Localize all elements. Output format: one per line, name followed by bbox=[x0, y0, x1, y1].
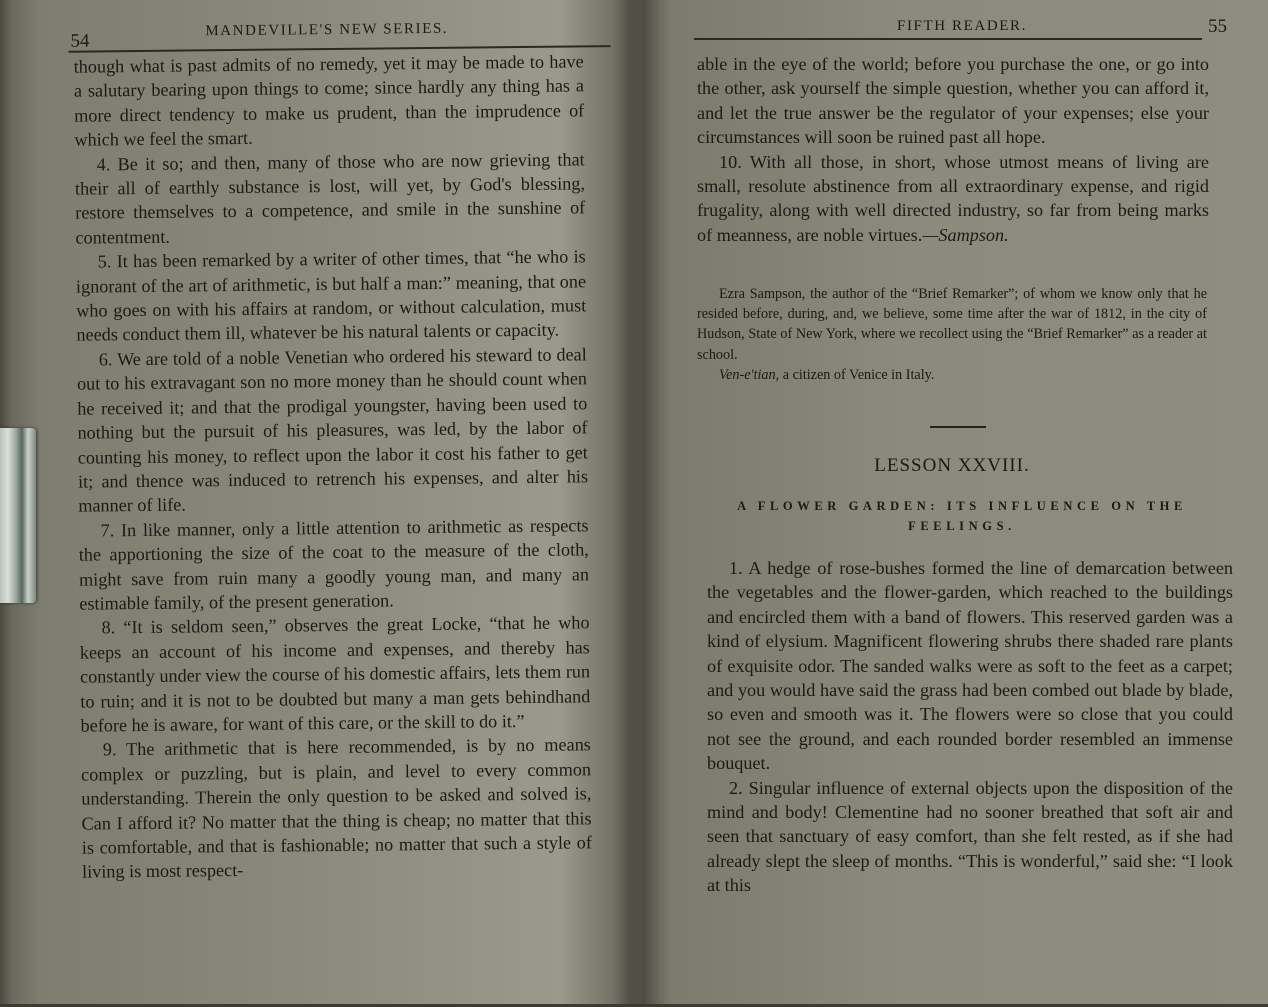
lesson-body-text bbox=[707, 556, 1233, 898]
paragraph-text: 10. With all those, in short, whose utmost means of living are small, resolute abstinence from all extraordinary expense, and rigid frugality, along with well directed industry, so far from being marks of meanness, are noble virtues. bbox=[697, 151, 1209, 245]
paragraph: 4. Be it so; and then, many of those who are now grieving that their all of earthly substance is lost, will yet, by God's blessing, restore themselves to a competence, and smile in the sunshine of contentment. bbox=[74, 148, 586, 248]
paragraph: 1. A hedge of rose-bushes formed the line of demarcation between the vegetables and the flower-garden, which reached to the buildings and encircled them with a band of flowers. This reserved garden was a kind of elysium. Magnificent flowering shrubs there shaded rare plants of exquisite odor. The sanded walks were as soft to the feet as a carpet; and you would have said the grass had been combed out blade by blade, so even and smooth was it. The flowers were so close that you could not see the ground, and each rounded border resembled an immense bouquet. bbox=[707, 558, 1233, 774]
right-page bbox=[672, 0, 1232, 1004]
lesson-title: LESSON XXVIII. bbox=[874, 455, 1030, 476]
right-page-number: 55 bbox=[1208, 16, 1227, 37]
footnote bbox=[697, 284, 1207, 385]
paragraph: 2. Singular influence of external objects upon the disposition of the mind and body! Clementine had no sooner breathed that soft air and seen that sanctuary of easy comfort, than she felt rested, as if she had already slept the sleep of months. “This is wonderful,” said she: “I look at this bbox=[707, 777, 1233, 896]
right-running-head bbox=[672, 8, 1232, 38]
left-header-title: MANDEVILLE'S NEW SERIES. bbox=[205, 20, 449, 40]
right-header-title: FIFTH READER. bbox=[897, 18, 1027, 34]
footnote-paragraph: Ezra Sampson, the author of the “Brief Remarker”; of whom we know only that he resided before, during, and, we believe, some time after the war of 1812, in the city of Hudson, State of New York, where we recollect using the “Brief Remarker” as a reader at school. bbox=[697, 286, 1207, 363]
right-header-rule bbox=[694, 38, 1202, 40]
left-body-text bbox=[74, 49, 593, 884]
left-page-number: 54 bbox=[70, 30, 90, 52]
gloss-entry bbox=[697, 365, 1207, 385]
section-divider bbox=[930, 426, 986, 428]
left-page bbox=[40, 0, 630, 1007]
gloss-term: Ven-e'tian, bbox=[719, 366, 780, 383]
paragraph: able in the eye of the world; before you purchase the one, or go into the other, ask yourself the simple question, whether you can afford it, and let the true answer be the regulator of your expenses; else your circumstances will soon be ruined past all hope. bbox=[697, 54, 1209, 148]
right-body-text bbox=[697, 52, 1209, 247]
page-clip bbox=[0, 428, 36, 603]
paragraph: 7. In like manner, only a little attention to arithmetic as respects the apportioning the size of the coat to the measure of the cloth, might save from ruin many a goodly young man, and many an estimable family, of the present generation. bbox=[78, 515, 590, 614]
paragraph: 8. “It is seldom seen,” observes the great Locke, “that he who keeps an account of his income and expenses, and thereby has constantly under view the course of his domestic affairs, lets them run to ruin; and it is not to be doubted but many a man gets behindhand before he is aware, for want of this care, or the skill to do it.” bbox=[79, 612, 591, 736]
attribution: —Sampson. bbox=[922, 224, 1009, 245]
paragraph: 5. It has been remarked by a writer of other times, that “he who is ignorant of the art of arithmetic, is but half a man:” meaning, that one who goes on with his affairs at random, or without calculation, must needs conduct them ill, whatever be his natural talents or capacity. bbox=[75, 246, 587, 346]
gloss-definition: a citizen of Venice in Italy. bbox=[782, 366, 935, 383]
left-running-head bbox=[40, 5, 620, 52]
paragraph: 9. The arithmetic that is here recommended, is by no means complex or puzzling, but is plain, and level to every common understanding. Therein the only question to be asked and solved is, Can I afford it? No matter that the thing is cheap; no matter that this is comfortable, and that is fashionable; no matter that such a style of living is most respect- bbox=[80, 734, 592, 883]
paragraph bbox=[697, 150, 1209, 248]
paragraph: though what is past admits of no remedy, yet it may be made to have a salutary bearing upon things to come; since hardly any thing has a more direct tendency to make us prudent, than the imprudence of which we feel the smart. bbox=[73, 51, 585, 150]
paragraph: 6. We are told of a noble Venetian who ordered his steward to deal out to his extravagant son no more money than he should count when he received it; and that the prodigal youngster, having been used to nothing but the pursuit of his pleasures, was led, by the labor of counting his money, to reflect upon the labor it cost his father to get it; and thence was induced to retrench his expenses, and alter his manner of life. bbox=[76, 344, 589, 516]
lesson-subtitle: A FLOWER GARDEN: ITS INFLUENCE ON THE FEELINGS. bbox=[737, 499, 1187, 533]
